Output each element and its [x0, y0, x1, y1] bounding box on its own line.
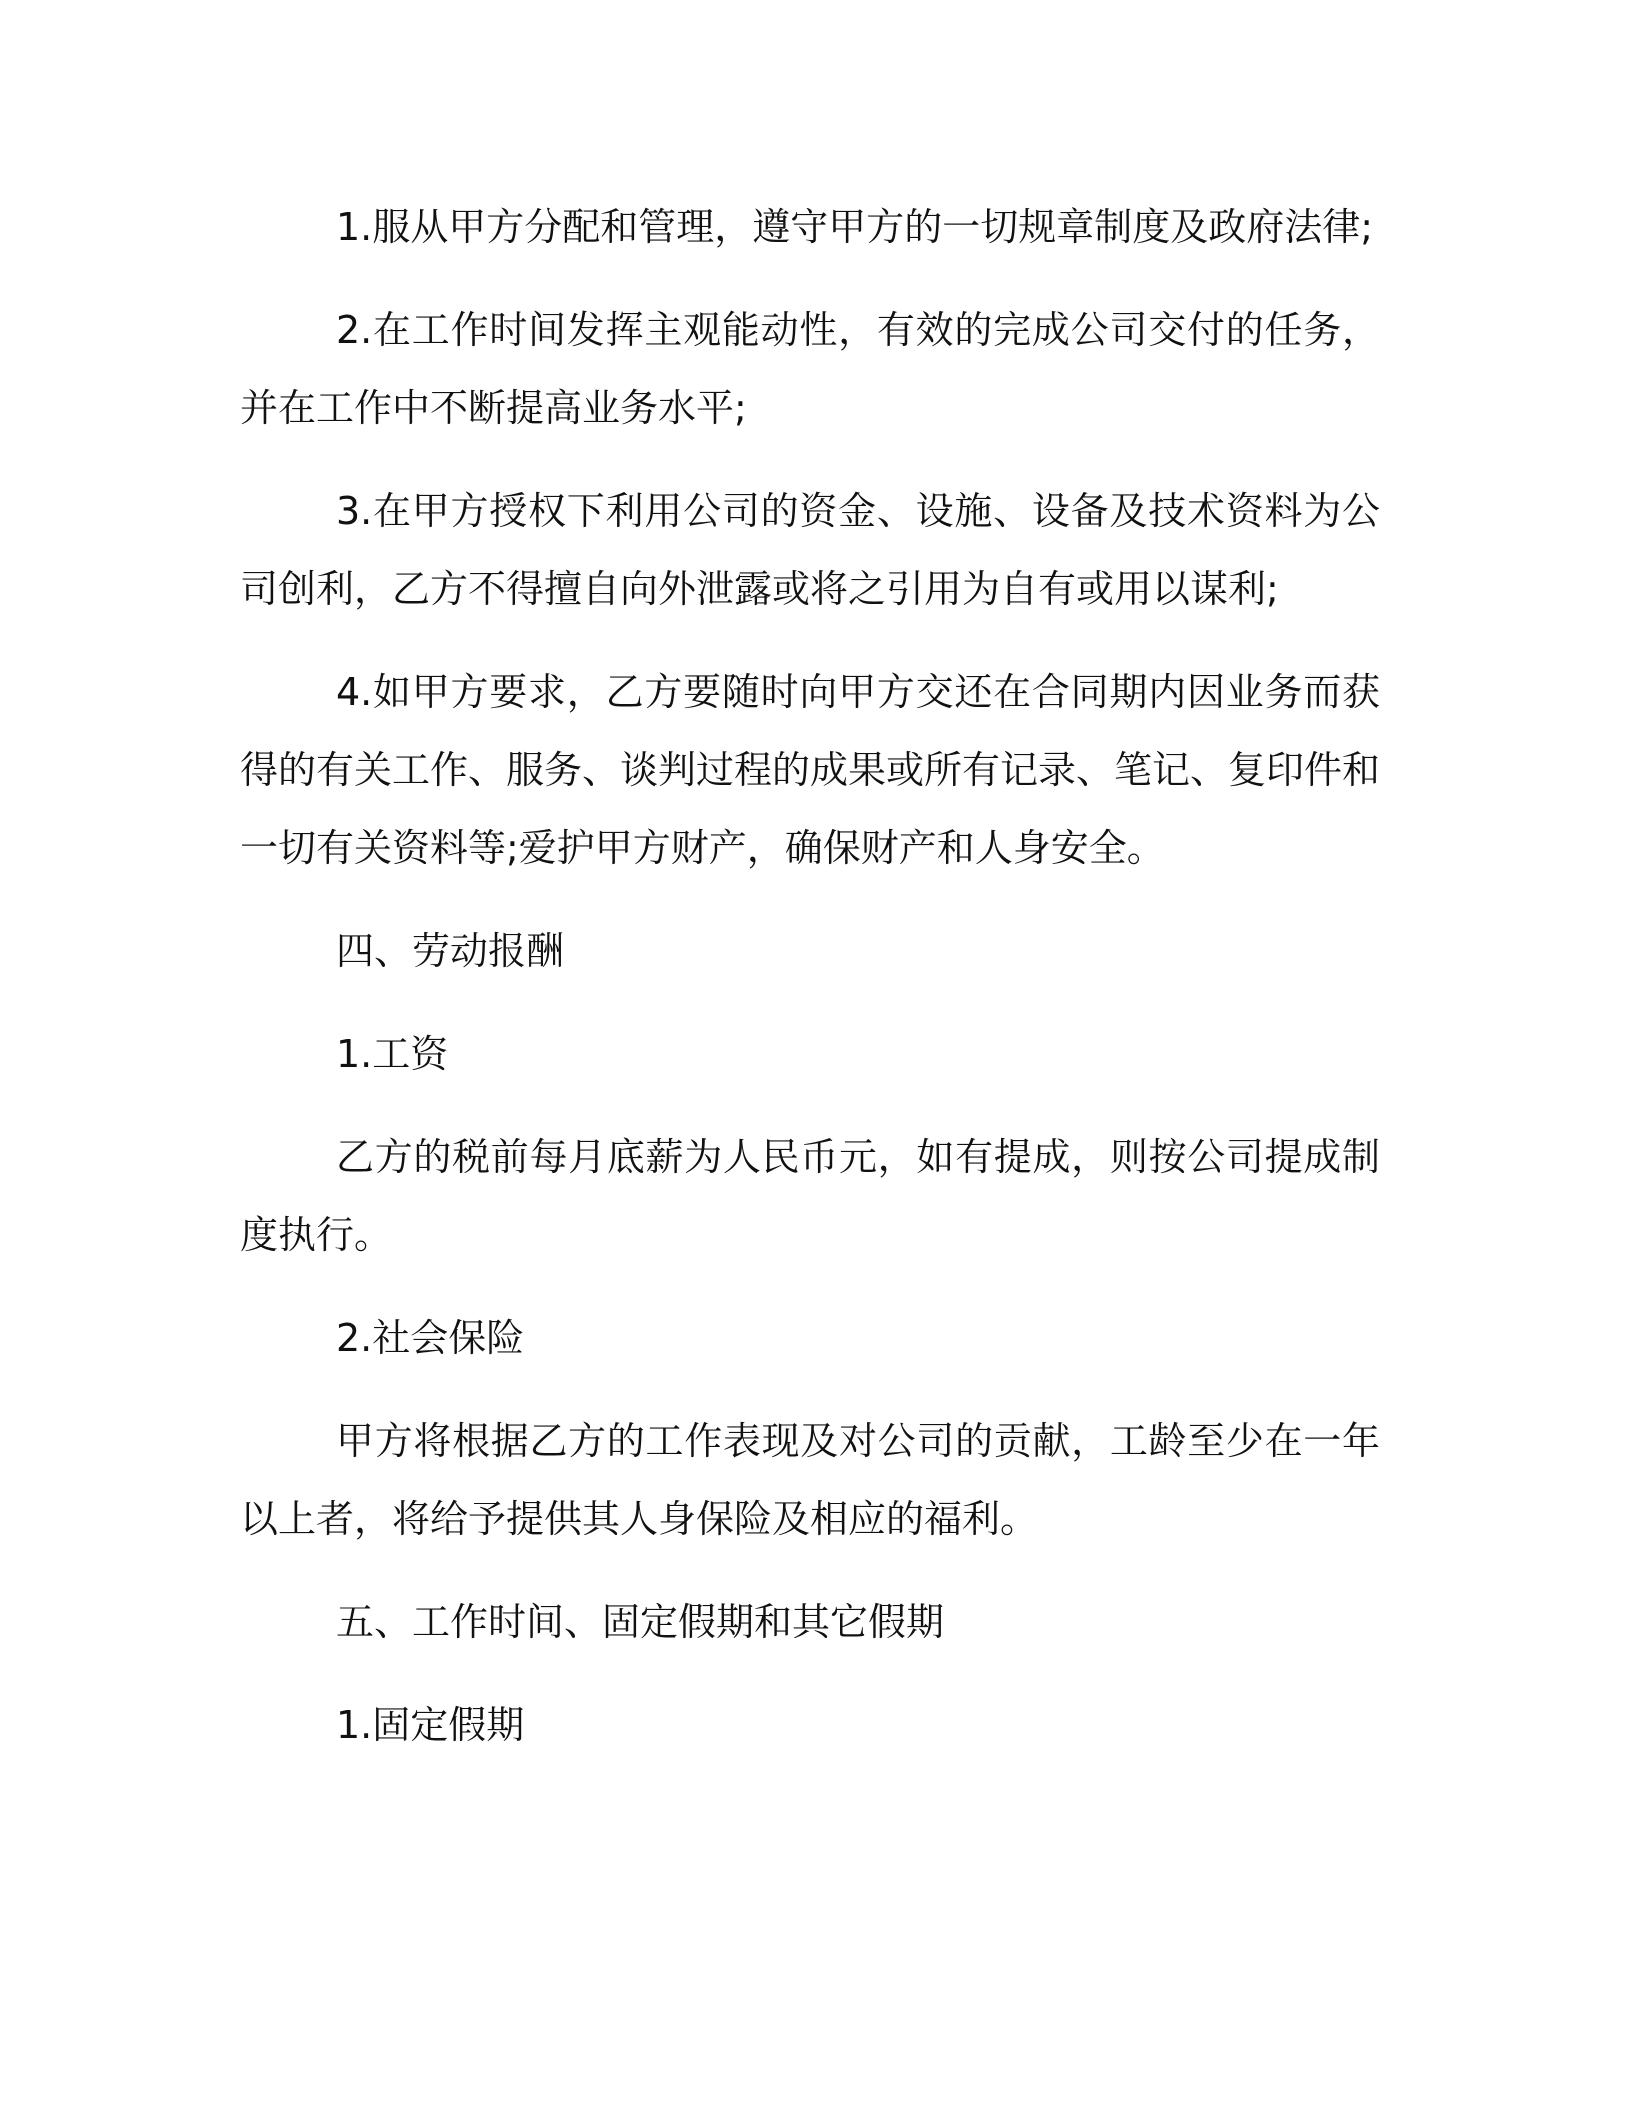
salary-paragraph: 乙方的税前每月底薪为人民币元，如有提成，则按公司提成制度执行。	[240, 1135, 1380, 1257]
section-heading-working-hours: 五、工作时间、固定假期和其它假期	[336, 1600, 945, 1644]
subheading-fixed-holidays: 1.固定假期	[336, 1703, 525, 1747]
document-body	[240, 188, 1380, 1789]
subheading-social-insurance: 2.社会保险	[336, 1316, 525, 1360]
clause-3-company-resources: 3.在甲方授权下利用公司的资金、设施、设备及技术资料为公司创利，乙方不得擅自向外泄露或将之引用为自有或用以谋利;	[240, 489, 1380, 611]
social-insurance-paragraph: 甲方将根据乙方的工作表现及对公司的贡献，工龄至少在一年以上者，将给予提供其人身保险及相应的福利。	[240, 1419, 1380, 1541]
clause-4-return-materials: 4.如甲方要求，乙方要随时向甲方交还在合同期内因业务而获得的有关工作、服务、谈判过程的成果或所有记录、笔记、复印件和一切有关资料等;爱护甲方财产，确保财产和人身安全。	[240, 670, 1381, 870]
clause-2-work-initiative: 2.在工作时间发挥主观能动性，有效的完成公司交付的任务，并在工作中不断提高业务水平;	[240, 308, 1380, 430]
clause-1-obey-management: 1.服从甲方分配和管理，遵守甲方的一切规章制度及政府法律;	[336, 205, 1374, 249]
subheading-salary: 1.工资	[336, 1032, 449, 1076]
section-heading-labor-remuneration: 四、劳动报酬	[336, 929, 565, 973]
